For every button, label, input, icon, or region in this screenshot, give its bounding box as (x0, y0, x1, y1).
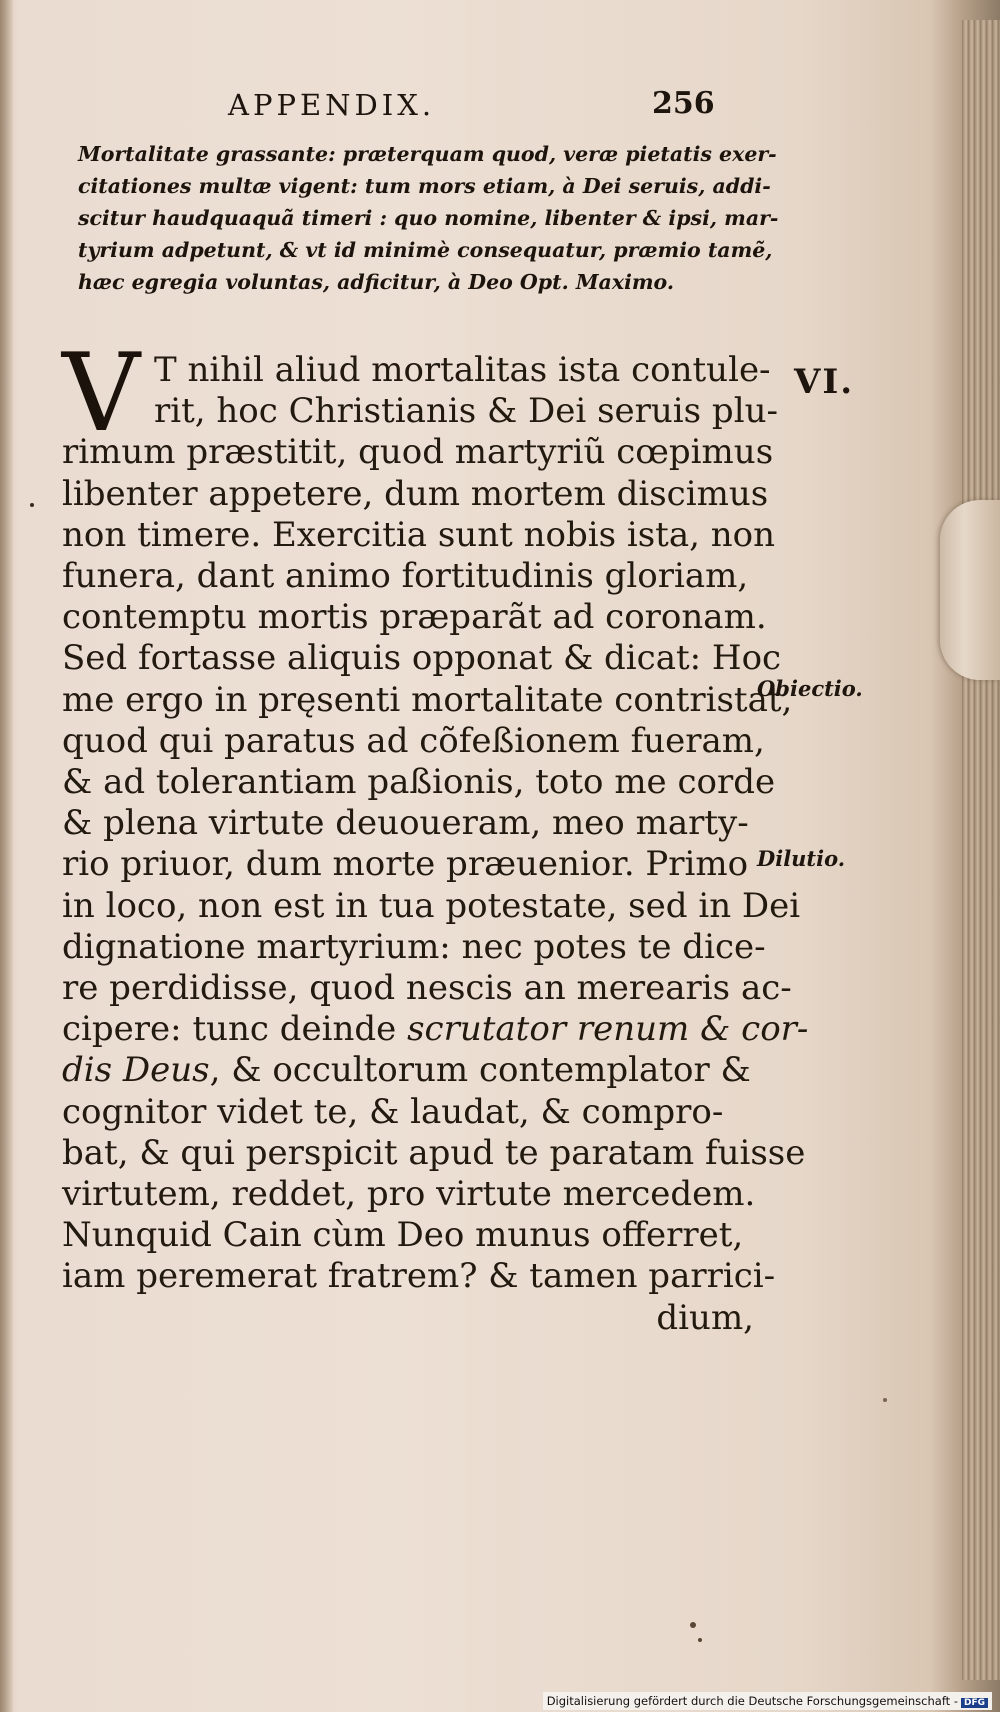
digitization-credit (543, 1692, 992, 1710)
text-line: quod qui paratus ad cõfeßionem fueram, (62, 720, 765, 761)
text-line: re perdidisse, quod nescis an merearis ac- (62, 968, 792, 1009)
text-line: Nunquid Cain cùm Deo munus offerret, (62, 1215, 744, 1256)
running-head: APPENDIX. (228, 88, 436, 122)
summary-line: hæc egregia voluntas, adficitur, à Deo Opt. Maximo. (78, 270, 674, 294)
text-line: rio priuor, dum morte præuenior. Primo (62, 844, 749, 885)
italic-quotation: scrutator renum & cor- (407, 1009, 809, 1050)
text-line: in loco, non est in tua potestate, sed in Dei (62, 885, 801, 926)
text-line: virtutem, reddet, pro virtute mercedem. (62, 1174, 756, 1215)
text-line: contemptu mortis præparãt ad coronam. (62, 597, 767, 638)
italic-quotation: dis Deus (62, 1050, 210, 1091)
text-segment: cipere: tunc deinde (62, 1009, 408, 1050)
text-line: Sed fortasse aliquis opponat & dicat: Hoc (62, 638, 782, 679)
dfg-logo: DFG (961, 1698, 988, 1708)
page-number: 256 (652, 86, 715, 121)
margin-note-solution: Dilutio. (757, 846, 846, 871)
text-line: & ad tolerantiam paßionis, toto me corde (62, 762, 776, 803)
summary-line: citationes multæ vigent: tum mors etiam, à Dei seruis, addi- (78, 174, 771, 198)
text-line: iam peremerat fratrem? & tamen parrici- (62, 1256, 776, 1297)
text-line: dignatione martyrium: nec potes te dice- (62, 926, 766, 967)
text-line: T nihil aliud mortalitas ista contule- (154, 350, 771, 390)
summary-line: tyrium adpetunt, & vt id minimè consequatur, præmio tamẽ, (78, 238, 773, 262)
margin-note-objection: Obiectio. (757, 676, 863, 701)
text-line: & plena virtute deuoueram, meo marty- (62, 803, 749, 844)
summary-line: Mortalitate grassante: præterquam quod, veræ pietatis exer- (78, 142, 777, 166)
text-line: cognitor videt te, & laudat, & compro- (62, 1091, 724, 1132)
drop-cap: V (62, 331, 140, 456)
text-segment: , & occultorum contemplator & (209, 1050, 751, 1091)
text-line: funera, dant animo fortitudinis gloriam, (62, 556, 749, 597)
text-line: bat, & qui perspicit apud te paratam fuisse (62, 1132, 806, 1173)
text-line: rimum præstitit, quod martyriũ cœpimus (62, 432, 774, 473)
text-line: libenter appetere, dum mortem discimus (62, 473, 769, 514)
credit-text: Digitalisierung gefördert durch die Deutsche Forschungsgemeinschaft - (546, 1694, 958, 1708)
margin-section-number: VI. (794, 362, 855, 402)
text-line: non timere. Exercitia sunt nobis ista, non (62, 514, 775, 555)
text-line: me ergo in pręsenti mortalitate contristat, (62, 679, 793, 720)
text-line: rit, hoc Christianis & Dei seruis plu- (154, 391, 778, 432)
summary-line: scitur haudquaquã timeri : quo nomine, libenter & ipsi, mar- (78, 206, 779, 230)
catchword: dium, (656, 1297, 754, 1338)
